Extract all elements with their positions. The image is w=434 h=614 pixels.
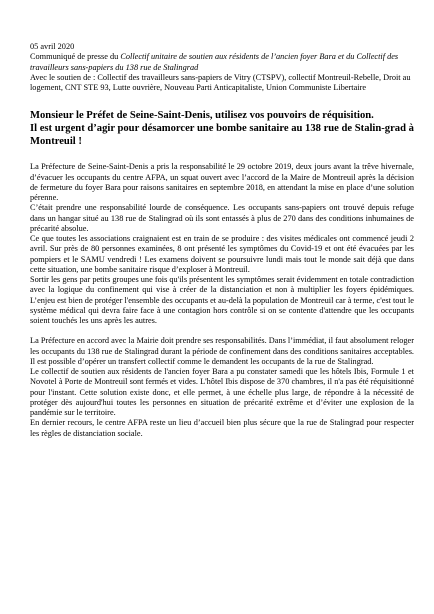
communique-intro: Communiqué de presse du (30, 52, 121, 62)
headline-1: Monsieur le Préfet de Seine-Saint-Denis, utilisez vos pouvoirs de réquisition. (30, 110, 374, 122)
paragraph-2: C’était prendre une responsabilité lourde de conséquence. Les occupants sans-papiers ont trouvé depuis refuge dans un hangar situé au 138 rue de Stalingrad où ils sont entassés à plus de 270 dans des conditions inhumaines de précarité absolue. (30, 203, 414, 233)
communique-collectives: Collectif unitaire de soutien aux résidents de l’ancien foyer Bara et du Collectif des travailleurs sans-papiers du 138 rue de Stalingrad (30, 52, 399, 72)
communique-line (30, 52, 414, 73)
paragraph-1: La Préfecture de Seine-Saint-Denis a pris la responsabilité le 29 octobre 2019, deux jours avant la trêve hivernale, d’évacuer les occupants du centre AFPA, un squat ouvert avec l’accord de la Maire de Montreuil après la décision de fermeture du foyer Bara pour raisons sanitaires en septembre 2018, en attendant la mise en place d’une solution pérenne. (30, 162, 414, 203)
paragraph-6: Le collectif de soutien aux résidents de l'ancien foyer Bara a pu constater samedi que les hôtels Ibis, Formule 1 et Novotel à Porte de Montreuil sont fermés et vides. L'hôtel Ibis dispose de 370 chambres, il n'a pas été réquisitionné pour l'instant. Cette solution existe donc, et elle permet, à une échelle plus large, de répondre à la nécessité de protéger dès aujourd'hui toutes les personnes en situation de précarité extrême et d’éviter une explosion de la pandémie sur le territoire. (30, 367, 414, 418)
headline-2: Il est urgent d’agir pour désamorcer une bombe sanitaire au 138 rue de Stalin-grad à Montreuil ! (30, 122, 414, 147)
date: 05 avril 2020 (30, 42, 75, 51)
paragraph-4: Sortir les gens par petits groupes une fois qu'ils présentent les symptômes serait évidemment en totale contradiction avec la logique du confinement qui vise à créer de la distanciation et non à multiplier les foyers épidémiques. L’enjeu est bien de protéger l'ensemble des occupants et au-delà la population de Montreuil car à terme, c'est tout le système médical qui devra faire face à une contagion hors contrôle si on se contente d'attendre que les occupants soient touchés les uns après les autres. (30, 275, 414, 326)
paragraph-5: La Préfecture en accord avec la Mairie doit prendre ses responsabilités. Dans l’immédiat, il faut absolument reloger les occupants du 138 rue de Stalingrad durant la période de confinement dans des conditions sanitaires acceptables. Il est possible d’opérer un transfert collectif comme le demandent les occupants de la rue de Stalingrad. (30, 336, 414, 366)
support-list: Avec le soutien de : Collectif des travailleurs sans-papiers de Vitry (CTSPV), collectif Montreuil-Rebelle, Droit au logement, CNT STE 93, Lutte ouvrière, Nouveau Parti Anticapitaliste, Union Communiste Libertaire (30, 72, 411, 92)
paragraph-7: En dernier recours, le centre AFPA reste un lieu d’accueil bien plus sécure que la rue de Stalingrad pour respecter les règles de distanciation sociale. (30, 418, 414, 438)
press-release (30, 42, 414, 439)
paragraph-3: Ce que toutes les associations craignaient est en train de se produire : des visites médicales ont commencé jeudi 2 avril. Sur près de 80 personnes examinées, 8 ont présenté les symptômes du Covid-19 et ont été évacuées par les pompiers et le SAMU vendredi ! Les examens doivent se poursuivre lundi mais tout le monde sait déjà que dans cette situation, une bombe sanitaire risque d’exploser à Montreuil. (30, 234, 414, 274)
